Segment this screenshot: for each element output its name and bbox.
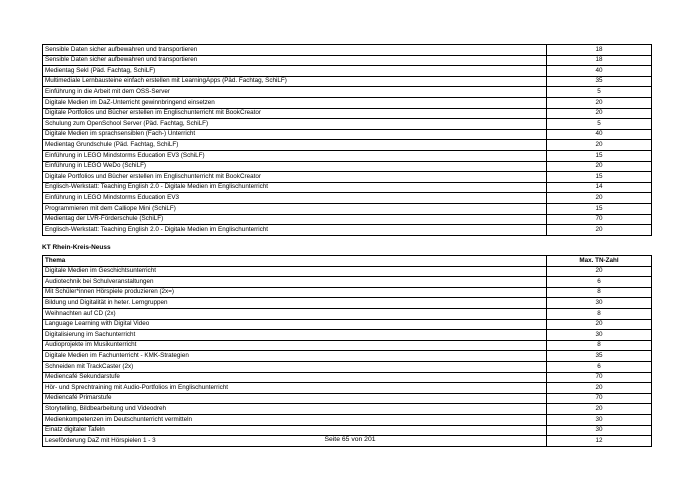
course-title-cell: Multimediale Lernbausteine einfach erstellen mit LearningApps (Päd. Fachtag, SchiLF) xyxy=(43,76,547,87)
max-participants-cell: 35 xyxy=(547,351,652,362)
course-title-cell: Einführung in LEGO Mindstorms Education EV3 (SchiLF) xyxy=(43,150,547,161)
max-participants-cell: 18 xyxy=(547,45,652,56)
max-participants-cell: 20 xyxy=(547,383,652,394)
table-row xyxy=(43,129,652,140)
course-title-cell: Einatz digitaler Tafeln xyxy=(43,425,547,436)
max-participants-cell: 18 xyxy=(547,55,652,66)
max-participants-cell: 70 xyxy=(547,372,652,383)
table-row xyxy=(43,66,652,77)
max-participants-cell: 15 xyxy=(547,203,652,214)
table-row xyxy=(43,277,652,288)
page-number: Seite 65 von 201 xyxy=(324,436,376,443)
table-row xyxy=(43,76,652,87)
table-row xyxy=(43,161,652,172)
course-title-cell: Programmieren mit dem Calliope Mini (SchiLF) xyxy=(43,203,547,214)
course-title-cell: Hör- und Sprechtraining mit Audio-Portfolios im Englischunterricht xyxy=(43,383,547,394)
table-row xyxy=(43,372,652,383)
max-participants-cell: 70 xyxy=(547,214,652,225)
course-title-cell: Digitale Medien im sprachsensiblen (Fach-) Unterricht xyxy=(43,129,547,140)
course-title-cell: Medientag Grundschule (Päd. Fachtag, SchiLF) xyxy=(43,140,547,151)
table-row xyxy=(43,140,652,151)
courses-table-rhein-kreis-neuss xyxy=(42,255,652,447)
max-participants-cell: 8 xyxy=(547,287,652,298)
table-row xyxy=(43,383,652,394)
course-title-cell: Medientag der LVR-Förderschule (SchiLF) xyxy=(43,214,547,225)
table-row xyxy=(43,308,652,319)
max-participants-cell: 20 xyxy=(547,97,652,108)
table-row xyxy=(43,298,652,309)
max-participants-cell: 20 xyxy=(547,319,652,330)
course-title-cell: Medienkompetenzen im Deutschunterricht vermitteln xyxy=(43,414,547,425)
course-title-cell: Englisch-Werkstatt: Teaching English 2.0 - Digitale Medien im Englischunterricht xyxy=(43,182,547,193)
max-participants-cell: 15 xyxy=(547,172,652,183)
table-row xyxy=(43,119,652,130)
table-row xyxy=(43,393,652,404)
max-participants-cell: 6 xyxy=(547,277,652,288)
max-participants-cell: 20 xyxy=(547,225,652,236)
course-title-cell: Digitale Medien im Geschichtsunterricht xyxy=(43,266,547,277)
max-participants-cell: 40 xyxy=(547,129,652,140)
course-title-cell: Einführung in die Arbeit mit dem OSS-Server xyxy=(43,87,547,98)
table-row xyxy=(43,425,652,436)
section-title: KT Rhein-Kreis-Neuss xyxy=(42,244,111,251)
table-row xyxy=(43,214,652,225)
max-participants-cell: 8 xyxy=(547,340,652,351)
table-row xyxy=(43,203,652,214)
table-row xyxy=(43,182,652,193)
max-participants-cell: 8 xyxy=(547,308,652,319)
column-header-topic: Thema xyxy=(43,256,547,267)
table-row xyxy=(43,225,652,236)
table-row xyxy=(43,172,652,183)
course-title-cell: Digitale Medien im DaZ-Unterricht gewinnbringend einsetzen xyxy=(43,97,547,108)
course-title-cell: Audioprojekte im Musikunterricht xyxy=(43,340,547,351)
max-participants-cell: 70 xyxy=(547,393,652,404)
max-participants-cell: 20 xyxy=(547,108,652,119)
courses-table-continued xyxy=(42,44,652,236)
max-participants-cell: 15 xyxy=(547,150,652,161)
table-row xyxy=(43,319,652,330)
max-participants-cell: 12 xyxy=(547,436,652,447)
course-title-cell: Sensible Daten sicher aufbewahren und transportieren xyxy=(43,55,547,66)
table-row xyxy=(43,108,652,119)
table-row xyxy=(43,193,652,204)
course-title-cell: Weihnachten auf CD (2x) xyxy=(43,308,547,319)
max-participants-cell: 40 xyxy=(547,66,652,77)
course-title-cell: Schulung zum OpenSchool Server (Päd. Fachtag, SchiLF) xyxy=(43,119,547,130)
table-row xyxy=(43,266,652,277)
course-title-cell: Digitale Portfolios und Bücher erstellen im Englischunterricht mit BookCreator xyxy=(43,172,547,183)
courses-table-body xyxy=(43,45,652,236)
course-title-cell: Language Learning with Digital Video xyxy=(43,319,547,330)
table-row xyxy=(43,87,652,98)
table-row xyxy=(43,150,652,161)
course-title-cell: Audiotechnik bei Schulveranstaltungen xyxy=(43,277,547,288)
course-title-cell: Storytelling, Bildbearbeitung und Videodreh xyxy=(43,404,547,415)
course-title-cell: Einführung in LEGO Mindstorms Education EV3 xyxy=(43,193,547,204)
course-title-cell: Mediencafé Primarstufe xyxy=(43,393,547,404)
table-row xyxy=(43,361,652,372)
table-row xyxy=(43,287,652,298)
max-participants-cell: 30 xyxy=(547,298,652,309)
course-title-cell: Schneiden mit TrackCaster (2x) xyxy=(43,361,547,372)
max-participants-cell: 5 xyxy=(547,119,652,130)
max-participants-cell: 30 xyxy=(547,414,652,425)
table-row xyxy=(43,55,652,66)
course-title-cell: Digitalisierung im Sachunterricht xyxy=(43,330,547,341)
course-title-cell: Digitale Medien im Fachunterricht - KMK-Strategien xyxy=(43,351,547,362)
table-row xyxy=(43,45,652,56)
max-participants-cell: 30 xyxy=(547,425,652,436)
table-row xyxy=(43,351,652,362)
max-participants-cell: 20 xyxy=(547,193,652,204)
max-participants-cell: 30 xyxy=(547,330,652,341)
max-participants-cell: 5 xyxy=(547,87,652,98)
max-participants-cell: 20 xyxy=(547,404,652,415)
max-participants-cell: 20 xyxy=(547,140,652,151)
max-participants-cell: 14 xyxy=(547,182,652,193)
course-title-cell: Einführung in LEGO WeDo (SchiLF) xyxy=(43,161,547,172)
max-participants-cell: 20 xyxy=(547,161,652,172)
course-title-cell: Bildung und Digitalität in heter. Lerngruppen xyxy=(43,298,547,309)
max-participants-cell: 6 xyxy=(547,361,652,372)
max-participants-cell: 35 xyxy=(547,76,652,87)
course-title-cell: Englisch-Werkstatt: Teaching English 2.0 - Digitale Medien im Englischunterricht xyxy=(43,225,547,236)
table-row xyxy=(43,330,652,341)
course-title-cell: Mit Schüler*innen Hörspiele produzieren (2x=) xyxy=(43,287,547,298)
table-row xyxy=(43,414,652,425)
course-title-cell: Mediencafé Sekundarstufe xyxy=(43,372,547,383)
course-title-cell: Leseförderung DaZ mit Hörspielen 1 - 3 xyxy=(43,436,547,447)
table-row xyxy=(43,404,652,415)
course-title-cell: Medientag SekI (Päd. Fachtag, SchiLF) xyxy=(43,66,547,77)
courses-table-body xyxy=(43,266,652,446)
table-row xyxy=(43,97,652,108)
table-row xyxy=(43,340,652,351)
table-header-row xyxy=(43,256,652,267)
course-title-cell: Sensible Daten sicher aufbewahren und transportieren xyxy=(43,45,547,56)
max-participants-cell: 20 xyxy=(547,266,652,277)
course-title-cell: Digitale Portfolios und Bücher erstellen im Englischunterricht mit BookCreator xyxy=(43,108,547,119)
column-header-max-participants: Max. TN-Zahl xyxy=(547,256,652,267)
